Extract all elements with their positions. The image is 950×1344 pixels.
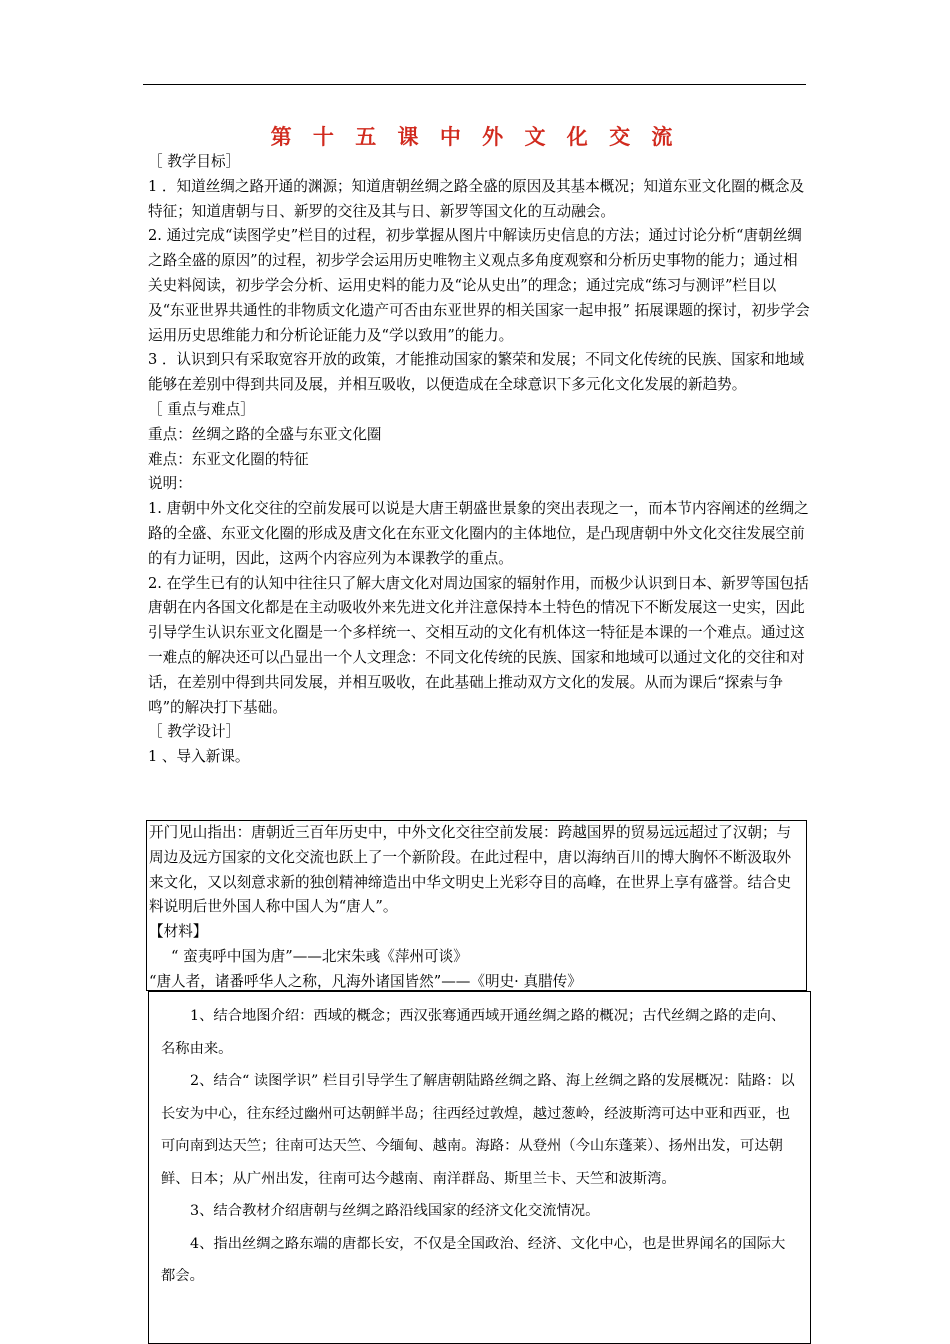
note-2: 2. 在学生已有的认知中往往只了解大唐文化对周边国家的辐射作用，而极少认识到日本、新罗等国包括唐朝在内各国文化都是在主动吸收外来先进文化并注意保持本土特色的情况下不断发展这一史实，因此引导学生认识东亚文化圈是一个多样统一、交相互动的文化有机体这一特征是本课的一个难点。通过这一难点的解决还可以凸显出一个人文理念：不同文化传统的民族、国家和地域可以通过文化的交往和对话，在差别中得到共同发展，并相互吸收，在此基础上推动双方文化的发展。从而为课后“探索与争鸣”的解决打下基础。 (148, 574, 809, 716)
goal-1: 1 ．知道丝绸之路开通的渊源；知道唐朝丝绸之路全盛的原因及其基本概况；知道东亚文化圈的概念及特征；知道唐朝与日、新罗的交往及其与日、新罗等国文化的互动融会。 (148, 177, 805, 220)
goals-heading: ［ 教学目标］ (148, 153, 241, 170)
goal-2: 2. 通过完成“读图学史”栏目的过程，初步掌握从图片中解读历史信息的方法；通过讨论分析“唐朝丝绸之路全盛的原因”的过程，初步学会运用历史唯物主义观点多角度观察和分析历史事物的能力；通过相关史料阅读，初步学会分析、运用史料的能力及“论从史出”的理念；通过完成“练习与测评”栏目以及“东亚世界共通性的非物质文化遗产可否由东亚世界的相关国家一起申报” 拓展课题的探讨，初步学会运用历史思维能力和分析论证能力及“学以致用”的能力。 (148, 227, 810, 344)
goal-3: 3 ．认识到只有采取宽容开放的政策，才能推动国家的繁荣和发展；不同文化传统的民族、国家和地域能够在差别中得到共同及展，并相互吸收，以便造成在全球意识下多元化文化发展的新趋势。 (148, 351, 805, 394)
step-item-1: 1、结合地图介绍：西域的概念；西汉张骞通西域开通丝绸之路的概况；古代丝绸之路的走向、名称由来。 (161, 1008, 786, 1057)
step-item-3: 3、结合教材介绍唐朝与丝绸之路沿线国家的经济文化交流情况。 (190, 1203, 600, 1219)
difficult-point: 难点：东亚文化圈的特征 (148, 450, 309, 468)
intro-text: 开门见山指出：唐朝近三百年历史中，中外文化交往空前发展：跨越国界的贸易远远超过了汉朝；与周边及远方国家的文化交流也跃上了一个新阶段。在此过程中，唐以海纳百川的博大胸怀不断汲取外来文化，又以刻意求新的独创精神缔造出中华文明史上光彩夺目的高峰，在世界上享有盛誉。结合史料说明后世外国人称中国人为“唐人”。 (149, 824, 792, 916)
note-heading: 说明： (148, 475, 192, 493)
note-1: 1. 唐朝中外文化交往的空前发展可以说是大唐王朝盛世景象的突出表现之一，而本节内容阐述的丝绸之路的全盛、东亚文化圈的形成及唐文化在东亚文化圈内的主体地位，是凸现唐朝中外文化交往发展空前的有力证明，因此，这两个内容应列为本课教学的重点。 (148, 500, 809, 567)
page-title: 第 十 五 课 中 外 文 化 交 流 (270, 124, 680, 149)
key-heading: ［ 重点与难点］ (148, 400, 255, 418)
step-1: 1 、导入新课。 (148, 748, 250, 766)
step-item-2: 2、结合“ 读图学识” 栏目引导学生了解唐朝陆路丝绸之路、海上丝绸之路的发展概况：陆路：以长安为中心，往东经过幽州可达朝鲜半岛；往西经过敦煌，越过葱岭，经波斯湾可达中亚和西亚，也可向南到达天竺；往南可达天竺、今缅甸、越南。海路：从登州（今山东蓬莱）、扬州出发，可达朝鲜、日本；从广州出发，往南可达今越南、南洋群岛、斯里兰卡、天竺和波斯湾。 (161, 1073, 795, 1187)
intro-box (146, 820, 807, 991)
quote-1: “ 蛮夷呼中国为唐”——北宋朱彧《萍州可谈》 (171, 947, 468, 965)
steps-box (148, 991, 811, 1344)
header-rule (143, 84, 806, 85)
step-item-4: 4、指出丝绸之路东端的唐都长安，不仅是全国政治、经济、文化中心，也是世界闻名的国际大都会。 (161, 1235, 786, 1284)
lesson-body (148, 150, 812, 770)
quote-2: “唐人者，诸番呼华人之称，凡海外诸国皆然”——《明史· 真腊传》 (149, 972, 582, 990)
design-heading: ［ 教学设计］ (148, 723, 241, 741)
material-label: 【材料】 (149, 923, 208, 941)
key-point: 重点：丝绸之路的全盛与东亚文化圈 (148, 425, 382, 443)
